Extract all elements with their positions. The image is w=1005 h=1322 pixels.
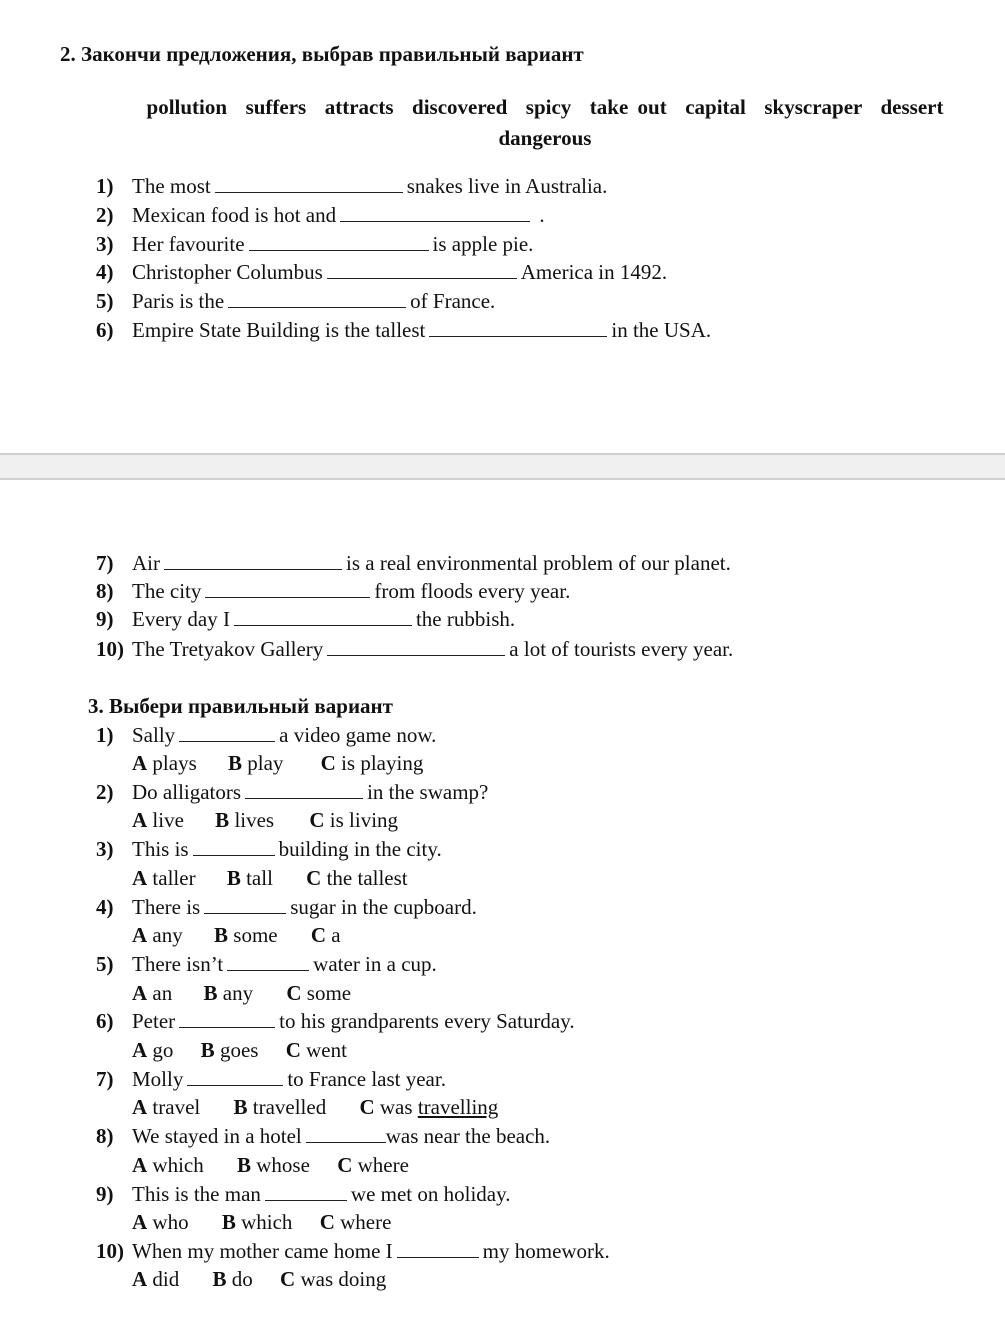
option-c[interactable]: C where (319, 1210, 392, 1234)
option-b[interactable]: B any (203, 981, 254, 1005)
item-text: There isn’t water in a cup. (132, 952, 437, 976)
item-number: 6) (96, 318, 114, 342)
item-text: The city from floods every year. (132, 579, 571, 603)
task3-options-4 (132, 923, 341, 948)
item-number: 2) (96, 780, 114, 804)
item-text: The Tretyakov Gallery a lot of tourists every year. (132, 637, 734, 661)
item-text: Empire State Building is the tallest in the USA. (132, 318, 712, 342)
item-text: Paris is the of France. (132, 289, 496, 313)
task3-options-8 (132, 1153, 409, 1178)
option-b[interactable]: B whose (237, 1153, 310, 1177)
answer-blank[interactable] (204, 896, 286, 914)
item-number: 1) (96, 174, 114, 198)
option-b[interactable]: B which (221, 1210, 293, 1234)
task3-options-9 (132, 1210, 391, 1235)
item-text: The most snakes live in Australia. (132, 174, 608, 198)
item-text: There is sugar in the cupboard. (132, 895, 477, 919)
item-number: 8) (96, 1124, 114, 1148)
option-b[interactable]: B lives (215, 808, 275, 832)
item-text: Peter to his grandparents every Saturday. (132, 1009, 575, 1033)
item-number: 7) (96, 551, 114, 575)
task3-options-2 (132, 808, 398, 833)
answer-blank[interactable] (179, 1010, 275, 1028)
option-a[interactable]: A plays (132, 751, 197, 775)
item-number: 3) (96, 232, 114, 256)
item-number: 8) (96, 579, 114, 603)
worksheet-page-bottom (0, 480, 1005, 1322)
option-c[interactable]: C was travelling (359, 1095, 499, 1119)
option-a[interactable]: A an (132, 981, 173, 1005)
option-b[interactable]: B travelled (233, 1095, 327, 1119)
option-c[interactable]: C a (310, 923, 341, 947)
underlined-word: travelling (417, 1095, 499, 1119)
item-number: 4) (96, 895, 114, 919)
answer-blank[interactable] (227, 953, 309, 971)
task3-options-7 (132, 1095, 498, 1120)
item-text: We stayed in a hotel was near the beach. (132, 1124, 551, 1148)
worksheet-page-top (0, 0, 1005, 453)
option-c[interactable]: C the tallest (306, 866, 408, 890)
option-a[interactable]: A which (132, 1153, 204, 1177)
answer-blank[interactable] (327, 261, 517, 279)
item-number: 3) (96, 837, 114, 861)
item-text: Do alligators in the swamp? (132, 780, 489, 804)
item-text: Mexican food is hot and . (132, 203, 545, 227)
item-number: 5) (96, 289, 114, 313)
answer-blank[interactable] (228, 290, 406, 308)
item-text: Her favourite is apple pie. (132, 232, 534, 256)
item-number: 7) (96, 1067, 114, 1091)
answer-blank[interactable] (205, 580, 370, 598)
answer-blank[interactable] (306, 1125, 386, 1143)
option-b[interactable]: B do (212, 1267, 253, 1291)
answer-blank[interactable] (164, 552, 342, 570)
item-number: 6) (96, 1009, 114, 1033)
task3-options-1 (132, 751, 423, 776)
answer-blank[interactable] (245, 781, 363, 799)
item-text: When my mother came home I my homework. (132, 1239, 610, 1263)
item-number: 1) (96, 723, 114, 747)
option-c[interactable]: C is playing (320, 751, 424, 775)
option-b[interactable]: B goes (200, 1038, 259, 1062)
page-divider (0, 453, 1005, 480)
item-number: 10) (96, 637, 124, 661)
option-c[interactable]: C was doing (280, 1267, 387, 1291)
answer-blank[interactable] (397, 1240, 479, 1258)
item-text: This is the man we met on holiday. (132, 1182, 511, 1206)
option-b[interactable]: B tall (226, 866, 273, 890)
task3-options-3 (132, 866, 408, 891)
answer-blank[interactable] (179, 724, 275, 742)
item-number: 10) (96, 1239, 124, 1263)
answer-blank[interactable] (193, 838, 275, 856)
option-a[interactable]: A taller (132, 866, 196, 890)
option-a[interactable]: A any (132, 923, 183, 947)
item-text: Air is a real environmental problem of our planet. (132, 551, 731, 575)
answer-blank[interactable] (249, 233, 429, 251)
option-a[interactable]: A did (132, 1267, 180, 1291)
task3-options-5 (132, 981, 351, 1006)
item-number: 9) (96, 607, 114, 631)
option-c[interactable]: C went (285, 1038, 347, 1062)
item-number: 9) (96, 1182, 114, 1206)
item-number: 2) (96, 203, 114, 227)
item-text: Molly to France last year. (132, 1067, 446, 1091)
item-text: This is building in the city. (132, 837, 442, 861)
option-c[interactable]: C some (286, 981, 352, 1005)
answer-blank[interactable] (340, 204, 530, 222)
task3-heading: 3. Выбери правильный вариант (88, 694, 393, 718)
option-b[interactable]: B play (228, 751, 284, 775)
option-c[interactable]: C is living (309, 808, 399, 832)
answer-blank[interactable] (265, 1183, 347, 1201)
answer-blank[interactable] (234, 608, 412, 626)
option-a[interactable]: A live (132, 808, 184, 832)
answer-blank[interactable] (327, 638, 505, 656)
answer-blank[interactable] (215, 175, 403, 193)
answer-blank[interactable] (429, 319, 607, 337)
item-text: Sally a video game now. (132, 723, 437, 747)
answer-blank[interactable] (187, 1068, 283, 1086)
option-c[interactable]: C where (337, 1153, 409, 1177)
item-text: Christopher Columbus America in 1492. (132, 260, 668, 284)
option-a[interactable]: A who (132, 1210, 189, 1234)
task3-options-6 (132, 1038, 347, 1063)
option-a[interactable]: A travel (132, 1095, 201, 1119)
item-number: 5) (96, 952, 114, 976)
word-bank-line-2: dangerous (498, 126, 592, 150)
item-text: Every day I the rubbish. (132, 607, 516, 631)
item-number: 4) (96, 260, 114, 284)
option-a[interactable]: A go (132, 1038, 174, 1062)
task2-heading: 2. Закончи предложения, выбрав правильный вариант (60, 42, 584, 66)
word-bank-line-1: pollution suffers attracts discovered spicy take out capital skyscraper dessert (146, 95, 944, 119)
task3-options-10 (132, 1267, 386, 1292)
option-b[interactable]: B some (214, 923, 278, 947)
word-bank (110, 92, 980, 154)
